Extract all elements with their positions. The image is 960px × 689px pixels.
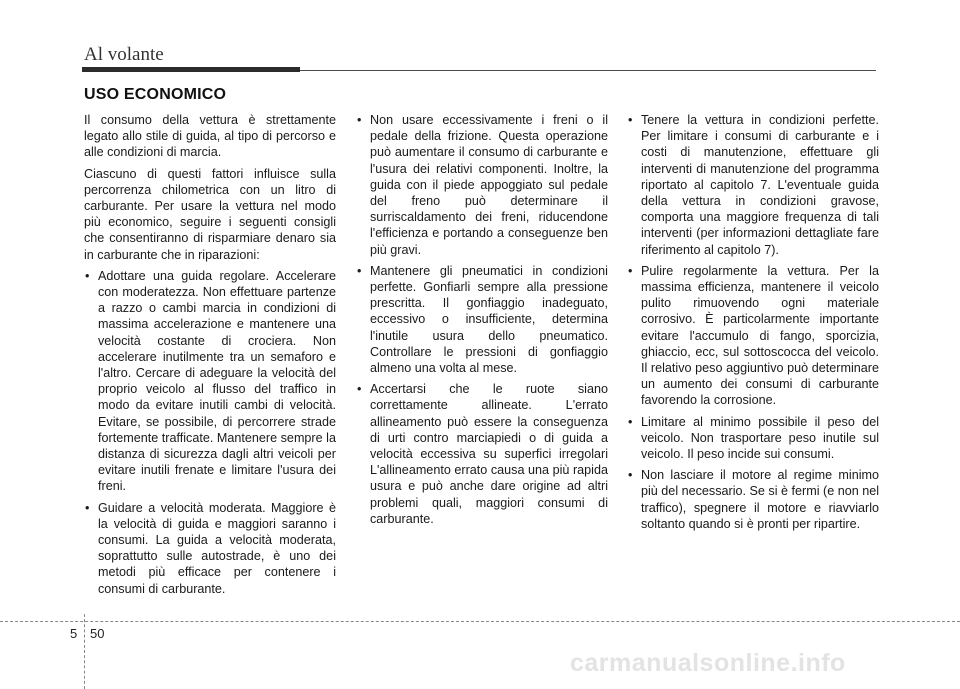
tip-text: Non usare eccessivamente i freni o il pedale della frizione. Questa operazione può aumentare il consumo di carburante e l'usura dei relativi componenti. Inoltre, la guida con il piede appoggiato sul pedale del freno può determinare il surriscaldamento dei freni, riducendone l'efficienza e portando a conseguenze ben più gravi. xyxy=(370,113,608,257)
tips-list xyxy=(627,112,879,532)
bullet-icon: • xyxy=(628,414,633,429)
tip-text: Guidare a velocità moderata. Maggiore è la velocità di guida e maggiori saranno i consumi. La guida a velocità moderata, soprattutto sulle autostrade, è uno dei metodi più efficace per contenere i consumi di carburante. xyxy=(98,500,336,596)
bullet-icon: • xyxy=(628,113,633,127)
bullet-icon: • xyxy=(85,500,90,515)
tip-item xyxy=(84,500,336,597)
section-heading: USO ECONOMICO xyxy=(84,86,227,103)
text-column-1 xyxy=(84,112,336,602)
text-column-3 xyxy=(627,112,879,537)
running-header-title: Al volante xyxy=(84,44,164,65)
bullet-icon: • xyxy=(85,268,90,283)
footer-dashed-divider xyxy=(84,614,85,689)
text-column-2 xyxy=(356,112,608,532)
tip-item xyxy=(627,414,879,463)
tip-text: Tenere la vettura in condizioni perfette. Per limitare i consumi di carburante e i costi di manutenzione, effettuare gli interventi di manutenzione del programma riportato al capitolo 7. L'eventuale guida della vettura in condizioni gravose, comporta una maggiore frequenza di tali interventi (per informazioni dettagliate fare riferimento al capitolo 7). xyxy=(641,113,879,257)
bullet-icon: • xyxy=(628,468,633,483)
bullet-icon: • xyxy=(628,263,633,278)
watermark: carmanualsonline.info xyxy=(570,649,846,677)
tip-text: Accertarsi che le ruote siano correttamente allineate. L'errato allineamento può essere la conseguenza di urti contro marciapiedi o di guida a velocità eccessiva su superfici irregolari L'allineamento errato causa una più rapida usura e può anche dare origine ad altri problemi quali, maggiori consumi di carburante. xyxy=(370,382,608,526)
tip-text: Adottare una guida regolare. Accelerare con moderatezza. Non effettuare partenze a razzo o cambi marcia in condizioni di massima accelerazione e mantenere una velocità costante di crociera. Non accelerare inutilmente tra un semaforo e l'altro. Cercare di adeguare la velocità del proprio veicolo al flusso del traffico in modo da evitare inutili cambi di velocità. Evitare, se possibile, di percorrere strade fortemente trafficate. Mantenere sempre la distanza di sicurezza dagli altri veicoli per evitare inutili frenate e limitare l'usura dei freni. xyxy=(98,268,336,494)
bullet-icon: • xyxy=(357,113,362,127)
header-rule-thick xyxy=(82,67,300,72)
tip-text: Limitare al minimo possibile il peso del veicolo. Non trasportare peso inutile sul veicolo. Il peso incide sui consumi. xyxy=(641,414,879,462)
tip-item xyxy=(356,263,608,376)
tip-text: Pulire regolarmente la vettura. Per la massima efficienza, mantenere il veicolo pulito rimuovendo ogni materiale corrosivo. È particolarmente importante evitare l'accumulo di fango, sporcizia, ghiaccio, ecc, sul sottoscocca del veicolo. Il relativo peso aggiuntivo può determinare un aumento dei consumi di carburante favorendo la corrosione. xyxy=(641,263,879,408)
intro-paragraph: Ciascuno di questi fattori influisce sulla percorrenza chilometrica con un litro di carburante. Per usare la vettura nel modo più economico, seguire i seguenti consigli che consentiranno di risparmiare denaro sia in carburante che in riparazioni: xyxy=(84,166,336,262)
bullet-icon: • xyxy=(357,382,362,397)
tip-item xyxy=(627,263,879,409)
tip-text: Non lasciare il motore al regime minimo più del necessario. Se si è fermi (e non nel traffico), spegnere il motore e riavviarlo soltanto quando si è pronti per ripartire. xyxy=(641,468,880,531)
bullet-icon: • xyxy=(357,263,362,278)
page-number: 50 xyxy=(90,626,105,641)
tips-list xyxy=(356,112,608,527)
header-rule-thin xyxy=(300,70,876,71)
tip-item xyxy=(356,381,608,527)
intro-paragraph: Il consumo della vettura è strettamente legato allo stile di guida, al tipo di percorso e alle condizioni di marcia. xyxy=(84,113,336,160)
tip-item xyxy=(356,112,608,258)
tip-item xyxy=(627,467,879,532)
footer-dashed-rule xyxy=(0,621,960,622)
tip-item xyxy=(84,268,336,495)
tip-item xyxy=(627,112,879,258)
chapter-number: 5 xyxy=(70,626,78,641)
tips-list xyxy=(84,268,336,597)
tip-text: Mantenere gli pneumatici in condizioni perfette. Gonfiarli sempre alla pressione prescritta. Il gonfiaggio inadeguato, eccessivo o insufficiente, determina l'inutile usura dello pneumatico. Controllare le pressioni di gonfiaggio almeno una volta al mese. xyxy=(370,263,608,376)
